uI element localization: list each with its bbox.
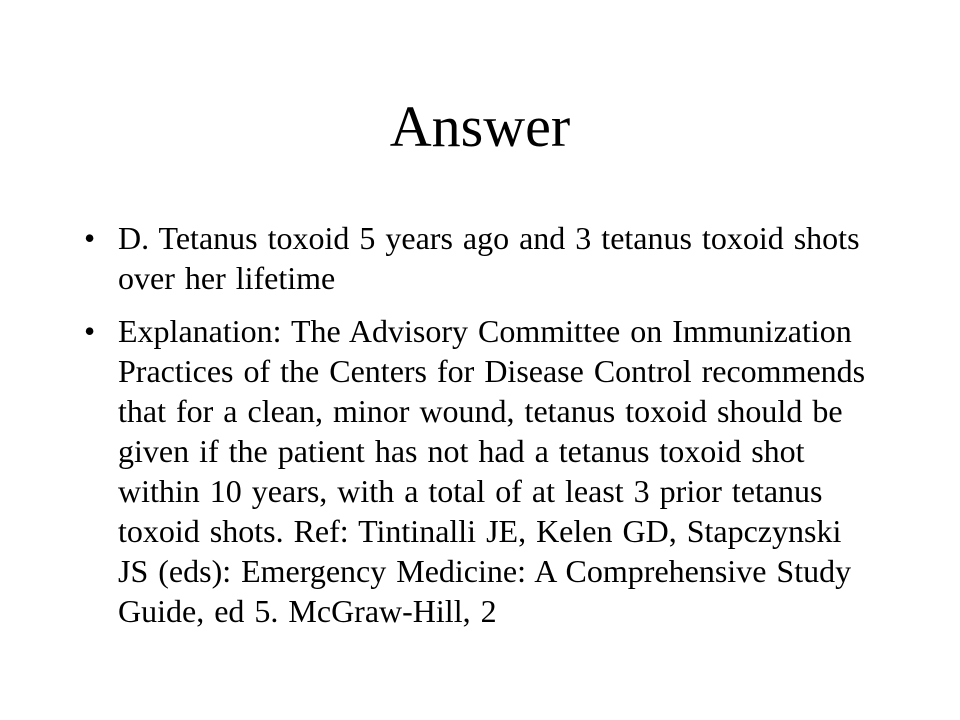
bullet-item-answer: [84, 218, 874, 298]
bullet-item-explanation: [84, 311, 874, 631]
bullet-text-answer: D. Tetanus toxoid 5 years ago and 3 tetanus toxoid shots over her lifetime: [118, 220, 860, 296]
slide-title: Answer: [389, 94, 571, 159]
bullet-text-explanation: Explanation: The Advisory Committee on Immunization Practices of the Centers for Disease Control recommends that for a clean, minor wound, tetanus toxoid should be given if the patient has not had a tetanus toxoid shot within 10 years, with a total of at least 3 prior tetanus toxoid shots. Ref: Tintinalli JE, Kelen GD, Stapczynski JS (eds): Emergency Medicine: A Comprehensive Study Guide, ed 5. McGraw-Hill, 2: [118, 313, 866, 629]
bullet-icon: •: [84, 313, 96, 349]
bullet-list: [84, 218, 874, 644]
bullet-icon: •: [84, 220, 96, 256]
